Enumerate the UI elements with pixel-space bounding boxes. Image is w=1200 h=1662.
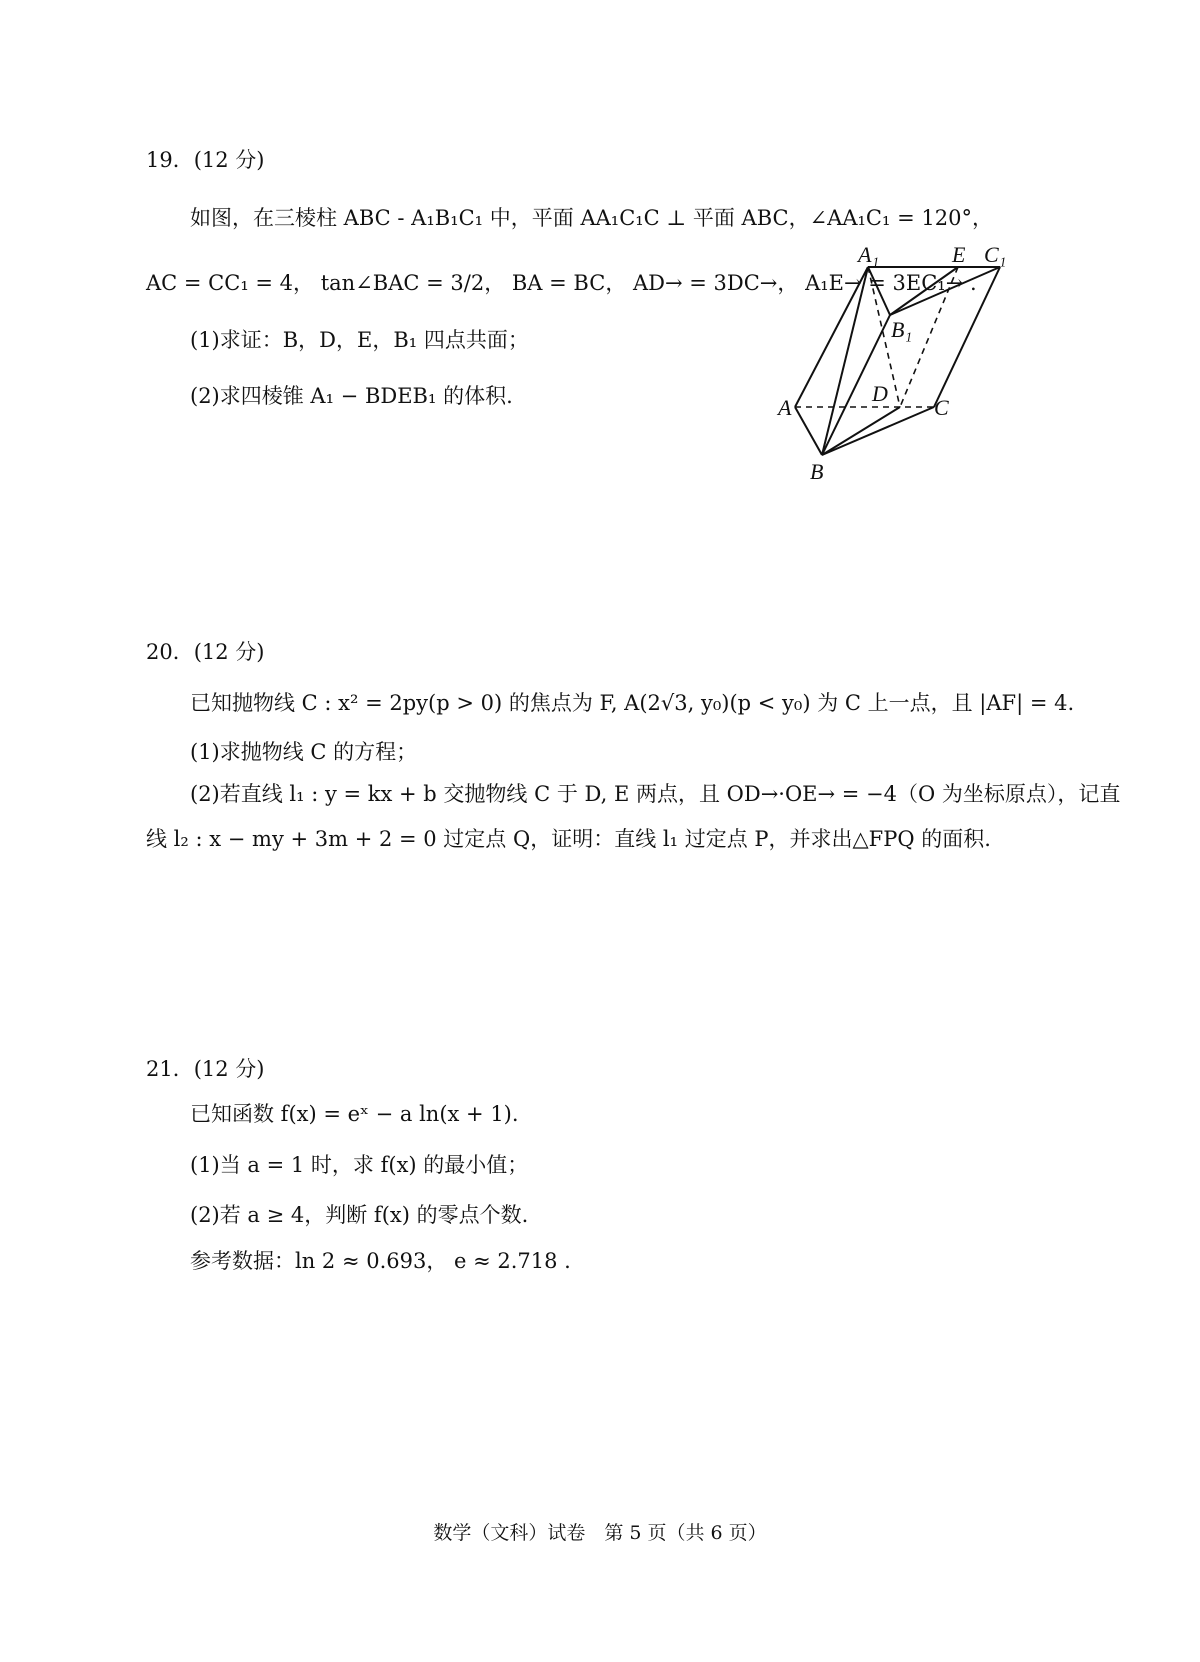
page-footer: 数学（文科）试卷 第 5 页（共 6 页）: [433, 1522, 767, 1544]
q21-part2: (2)若 a ≥ 4，判断 f(x) 的零点个数.: [190, 1203, 529, 1227]
q21-part1: (1)当 a = 1 时，求 f(x) 的最小值；: [190, 1153, 529, 1177]
q21-reference-data: 参考数据：ln 2 ≈ 0.693， e ≈ 2.718 .: [190, 1249, 571, 1273]
edge-B1-C1: [890, 267, 1000, 315]
edge-A-B: [795, 407, 822, 455]
q20-header: 20．(12 分): [146, 640, 265, 664]
label-D: D: [872, 381, 888, 406]
edge-A1-B: [822, 267, 868, 455]
label-E: E: [952, 242, 966, 267]
label-C: C: [934, 395, 949, 420]
q19-statement-line1: 如图，在三棱柱 ABC - A₁B₁C₁ 中，平面 AA₁C₁C ⊥ 平面 ABC，∠AA₁C₁ = 120°，: [190, 206, 993, 230]
prism-figure: [778, 242, 1060, 510]
edge-A1-A: [795, 267, 868, 407]
q19-part2: (2)求四棱锥 A₁ − BDEB₁ 的体积.: [190, 384, 513, 408]
label-A: A: [778, 395, 792, 420]
label-A1: A₁: [858, 242, 880, 267]
q20-part2-line2: 线 l₂ : x − my + 3m + 2 = 0 过定点 Q，证明：直线 l₁ 过定点 P，并求出△FPQ 的面积.: [146, 827, 991, 851]
q21-statement: 已知函数 f(x) = eˣ − a ln(x + 1).: [190, 1102, 519, 1126]
edge-C1-C: [934, 267, 1000, 407]
label-B: B: [810, 459, 824, 484]
label-C1: C₁: [984, 242, 1007, 267]
q19-header: 19．(12 分): [146, 148, 265, 172]
q19-part1: (1)求证：B，D，E，B₁ 四点共面；: [190, 328, 529, 352]
q19-statement-line2: AC = CC₁ = 4， tan∠BAC = 3/2， BA = BC， AD→ = 3DC→， A₁E→ = 3EC₁→ .: [146, 271, 977, 295]
q20-part2-line1: (2)若直线 l₁ : y = kx + b 交抛物线 C 于 D, E 两点，且 OD→·OE→ = −4（O 为坐标原点），记直: [190, 782, 1121, 806]
edge-A1-B1: [868, 267, 890, 315]
edge-B-C: [822, 407, 934, 455]
q20-part1: (1)求抛物线 C 的方程；: [190, 740, 418, 764]
label-B1: B₁: [891, 317, 913, 342]
q21-header: 21．(12 分): [146, 1057, 265, 1081]
q20-statement: 已知抛物线 C : x² = 2py(p > 0) 的焦点为 F, A(2√3, y₀)(p < y₀) 为 C 上一点，且 |AF| = 4.: [190, 691, 1075, 715]
